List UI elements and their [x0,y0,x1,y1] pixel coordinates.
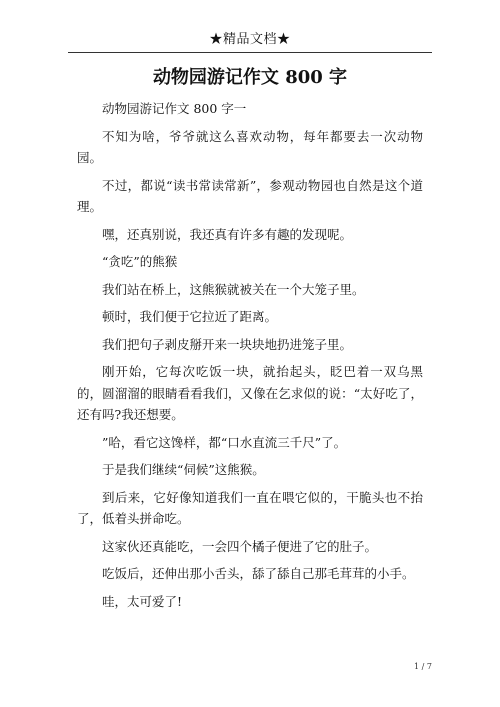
paragraph: 顿时，我们便于它拉近了距离。 [102,309,278,324]
paragraph: 我们站在桥上，这熊猴就被关在一个大笼子里。 [102,281,365,297]
paragraph: 哇，太可爱了! [102,593,183,609]
paragraph: 不过，都说“读书常读常新”，参观动物园也自然是这个道理。 [77,177,423,214]
paragraph: 于是我们继续“伺候”这熊猴。 [102,462,265,477]
section-heading: “贪吃”的熊猴 [102,254,178,269]
page-header: ★精品文档★ [209,32,291,47]
paragraph: 我们把句子剥皮掰开来一块块地扔进笼子里。 [102,336,353,352]
header-rule [68,52,432,53]
document-title: 动物园游记作文 800 字 [152,67,348,88]
paragraph: 这家伙还真能吃，一会四个橘子便进了它的肚子。 [102,538,378,554]
paragraph: 吃饭后，还伸出那小舌头，舔了舔自己那毛茸茸的小手。 [102,566,415,581]
paragraph: ”哈，看它这馋样，都“口水直流三千尺”了。 [102,434,347,450]
paragraph: 刚开始，它每次吃饭一块，就抬起头，眨巴着一双乌黑的，圆溜溜的眼睛看看我们，又像在乞求似的说：“太好吃了，还有吗?我还想要。 [77,364,423,422]
paragraph: 到后来，它好像知道我们一直在喂它似的，干脆头也不抬了，低着头拼命吃。 [77,489,423,526]
paragraph: 嘿，还真别说，我还真有许多有趣的发现呢。 [102,226,353,242]
paragraph: 不知为啥，爷爷就这么喜欢动物，每年都要去一次动物园。 [77,128,423,165]
page-number: 1 / 7 [414,662,432,671]
document-body [77,98,423,618]
paragraph: 动物园游记作文 800 字一 [102,101,247,116]
